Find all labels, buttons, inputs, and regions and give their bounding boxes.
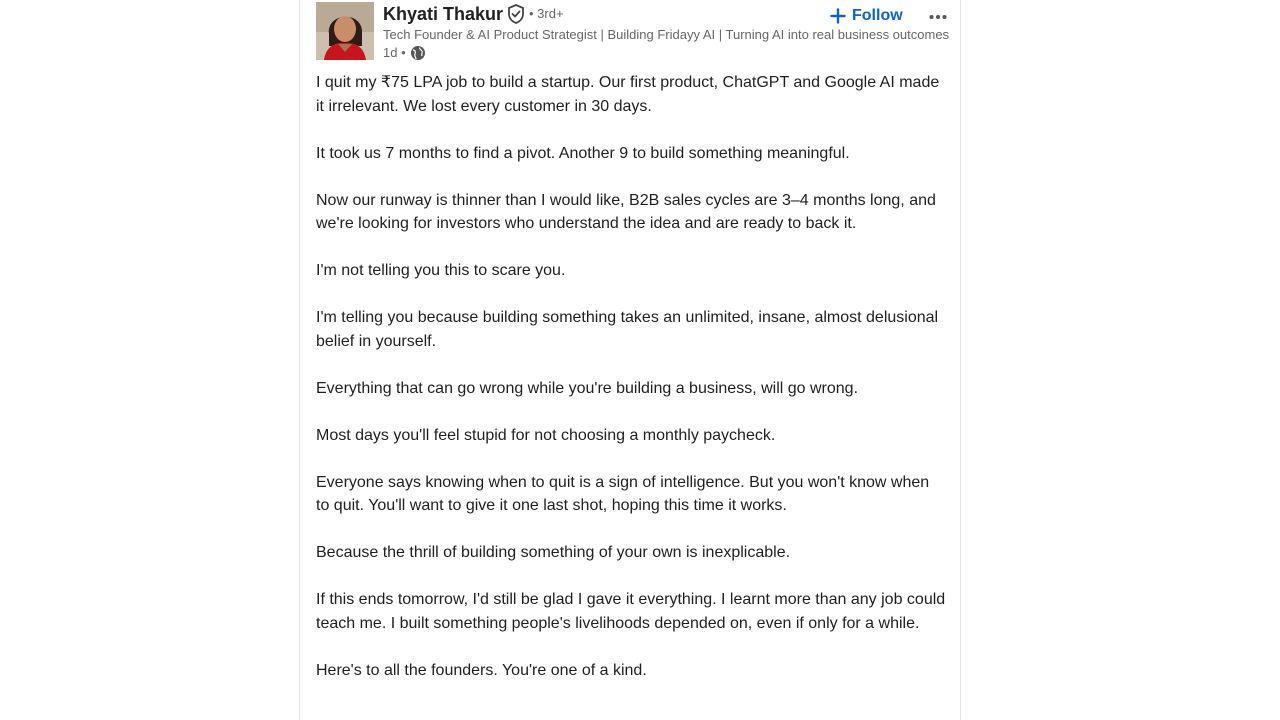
follow-label: Follow bbox=[852, 7, 903, 24]
verified-shield-icon bbox=[507, 4, 525, 24]
more-options-icon bbox=[929, 7, 947, 25]
post-paragraph: Because the thrill of building something of your own is inexplicable. bbox=[316, 544, 791, 561]
post-meta bbox=[383, 44, 426, 62]
author-name[interactable]: Khyati Thakur bbox=[383, 4, 504, 24]
post-paragraph: I quit my ₹75 LPA job to build a startup. Our first product, ChatGPT and Google AI made it irrelevant. We lost every customer in 30 days. bbox=[316, 74, 940, 115]
post-paragraph: It took us 7 months to find a pivot. Another 9 to build something meaningful. bbox=[316, 144, 850, 162]
post-card bbox=[299, 0, 961, 720]
plus-icon bbox=[830, 8, 846, 24]
post-paragraph: Most days you'll feel stupid for not choosing a monthly paycheck. bbox=[316, 426, 776, 444]
connection-degree: • 3rd+ bbox=[529, 6, 564, 21]
post-paragraph: If this ends tomorrow, I'd still be glad I gave it everything. I learnt more than any job could teach me. I built something people's livelihoods depended on, even if only for a while. bbox=[316, 591, 946, 632]
post-paragraph: Everyone says knowing when to quit is a sign of intelligence. But you won't know when to quit. You'll want to give it one last shot, hoping this time it works. bbox=[316, 473, 930, 514]
post-paragraph: Now our runway is thinner than I would like, B2B sales cycles are 3–4 months long, and we're looking for investors who understand the idea and are ready to back it. bbox=[316, 191, 936, 232]
more-options-button[interactable] bbox=[926, 6, 950, 26]
author-headline: Tech Founder & AI Product Strategist | Building Fridayy AI | Turning AI into real business outcomes bbox=[383, 27, 950, 42]
post-paragraph: I'm not telling you this to scare you. bbox=[316, 262, 566, 279]
post-body bbox=[316, 71, 946, 706]
post-time: 1d • bbox=[383, 45, 406, 60]
post-paragraph: I'm telling you because building something takes an unlimited, insane, almost delusional belief in yourself. bbox=[316, 309, 939, 350]
post-paragraph: Everything that can go wrong while you're building a business, will go wrong. bbox=[316, 379, 859, 397]
author-avatar[interactable] bbox=[316, 2, 374, 60]
follow-button[interactable] bbox=[830, 4, 903, 28]
globe-icon bbox=[410, 45, 426, 61]
post-paragraph: Here's to all the founders. You're one of a kind. bbox=[316, 661, 647, 679]
